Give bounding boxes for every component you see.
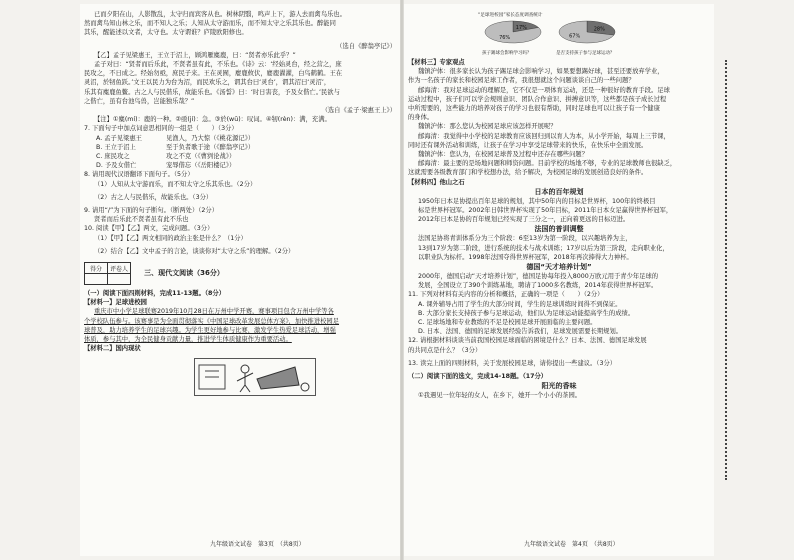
questions-11-13 bbox=[408, 290, 710, 381]
text-line: 孟子对曰：“贤者而后乐此，不贤者虽有此，不乐也。《诗》云：‘经始灵台，经之营之，庶 bbox=[94, 61, 342, 69]
material-line: 魏镇沪体：那么您认为校园足球应该怎样开展呢？ bbox=[418, 123, 557, 131]
france-line: 13到17岁为第二阶段，进行系统的技术与战术训练；17岁以后为第三阶段，走向职业化， bbox=[418, 244, 669, 252]
japan-title: 日本的百年规划 bbox=[534, 187, 584, 196]
question-line: D. 日本、法国、德国的足球发展经验告诉我们，足球发展需要长期规划。 bbox=[418, 328, 623, 336]
germany-title: 德国“天才培养计划” bbox=[526, 263, 592, 272]
text-line: （选自《孟子·梁惠王上》） bbox=[321, 107, 396, 115]
reading-materials bbox=[84, 289, 396, 353]
material-line: 重庆市中小学足球联赛2019年10月28日在万州中学开赛，赛事项目包含万州中学等各 bbox=[94, 308, 334, 316]
germany-line: 2000年，德国启动“天才培养计划”，德国足协每年投入8000万欧元用于青少年足球的 bbox=[418, 273, 659, 281]
option-row bbox=[84, 161, 396, 170]
pie-slice-label: 17% bbox=[515, 24, 527, 31]
france-text bbox=[408, 234, 710, 262]
material-line: 体质，参与其中，为全民健身贡献力量，推进学生体质健康作为重要活动。 bbox=[84, 336, 292, 344]
question-line: 12. 请根据材料谈谈当前我国校园足球面临的困境是什么？日本、法国、德国足球发展 bbox=[408, 337, 647, 345]
question-line: （1）人知从太守游而乐，而不知太守之乐其乐也。（2分） bbox=[94, 180, 257, 188]
text-line: 7. 下面句子中加点词意思相同的一组是（ ）（3分） bbox=[84, 125, 238, 133]
material-line: 【材料四】他山之石 bbox=[408, 178, 465, 186]
page-4 bbox=[404, 4, 714, 556]
france-line: 法国足协将青训体系分为三个阶段：6至13岁为第一阶段，以兴趣培养为主， bbox=[418, 235, 632, 243]
option-row bbox=[84, 143, 396, 152]
option-left: A. 孟子见梁惠王 bbox=[96, 134, 142, 142]
score-head-2: 评卷人 bbox=[108, 263, 131, 274]
section-title: 三、现代文阅读（36分） bbox=[144, 268, 224, 277]
question-7-options bbox=[84, 134, 396, 171]
japan-line: 2012年日本足协的百年规划已经实现了三分之一，正向着更远的目标迈进。 bbox=[418, 216, 630, 224]
option-left: B. 王立于沼上 bbox=[96, 143, 136, 151]
pie-1-svg bbox=[482, 19, 544, 45]
score-cell bbox=[85, 274, 108, 285]
france-line: 以职业队为标杆。1998年法国夺得世界杯冠军，2018年再次捧得大力神杯。 bbox=[418, 253, 633, 261]
question-line: （2）古之人与民偕乐，故能乐也。（3分） bbox=[94, 193, 213, 201]
option-right: 攻之不克（《曹刿论战》） bbox=[166, 153, 236, 161]
pie-chart-2 bbox=[556, 19, 618, 56]
option-right: 见渔人，乃大惊（《桃花源记》） bbox=[166, 134, 255, 142]
material-line: 作为一名孩子的家长和校园足球工作者，我很想就这个问题谈谈自己的一些问题？ bbox=[408, 77, 635, 85]
japan-line: 标是世界杯冠军。2002年日韩世界杯实现了50年目标，2011年日本女足赢得世界杯冠军， bbox=[418, 207, 673, 215]
material-line: 邮海清：我觉得中小学校的足球教育应该回归到以育人为本，从小学开始，每周上三节课， bbox=[418, 132, 670, 140]
material-3-text bbox=[408, 58, 710, 187]
question-line: A. 课外辅导占用了学生的大部分时间，学生的足球训练时间得不到保证。 bbox=[418, 300, 622, 308]
questions-8-10 bbox=[84, 170, 396, 256]
question-line: （二）阅读下面的选文，完成14-18题。（17分） bbox=[408, 373, 548, 381]
pie-slice-label: 76% bbox=[499, 35, 511, 42]
classical-text bbox=[84, 10, 396, 134]
material-line: 同时还有课外活动和训练，让孩子在学习中享受足球带来的快乐，在快乐中全面发展。 bbox=[408, 141, 648, 149]
japan-text bbox=[408, 197, 710, 225]
binding-line bbox=[725, 60, 727, 480]
question-line: 10. 阅读【甲】【乙】两文，完成问题。（3分） bbox=[84, 225, 214, 233]
material-line: 魏镇沪体：您认为，在校园足球普及过程中还存在哪些问题？ bbox=[418, 151, 589, 159]
question-line: C. 足球场地和专业教练的不足是校园足球开展面临的主要问题。 bbox=[418, 319, 597, 327]
text-line: 然而禽鸟知山林之乐，而不知人之乐；人知从太守游而乐，而不知太守之乐其乐也。醉能同 bbox=[84, 20, 336, 28]
chart-caption: “足球进校园”家长态度调查统计 bbox=[478, 13, 543, 18]
score-head-1: 得分 bbox=[85, 263, 108, 274]
pie-2-caption: 是否支持孩子参与足球运动？ bbox=[556, 51, 615, 56]
material-line: 这就需要各级教育部门和学校想办法，给予解决，为校园足球的发展创造良好的条件。 bbox=[408, 169, 648, 177]
question-line: 11. 下列对材料有关内容的分析和概括，正确的一项是（ ）（2分） bbox=[408, 291, 604, 299]
material-line: 的身体。 bbox=[408, 114, 434, 122]
material-line: 魏镇沪体：很多家长认为孩子踢足球会影响学习，如果要想踢好球，甚至还要放弃学业， bbox=[418, 68, 664, 76]
material-line: 中所需要的，这些能力的培养对孩子的学习也很有帮助，同时足球也可以让孩子有一个健康 bbox=[408, 105, 660, 113]
option-right: 宠辱偕忘（《岳阳楼记》） bbox=[166, 162, 236, 170]
question-line: （2）结合【乙】文中孟子的言论，谈谈你对“太守之乐”的理解。（2分） bbox=[94, 247, 295, 255]
material-line: 运动过程中，孩子们可以学会规则意识、团队合作意识、拼搏意识等，这些都是孩子成长过程 bbox=[408, 95, 667, 103]
option-right: 至于负者歌于途（《醉翁亭记》） bbox=[166, 143, 255, 151]
question-line: 8. 请用现代汉语翻译下面句子。（5分） bbox=[84, 171, 194, 179]
material-line: （一）阅读下面四则材料，完成11-13题。（8分） bbox=[84, 290, 226, 298]
material-line: 个学校队伍参与。该赛事是为全面贯彻落实《中国足球改革发展总体方案》，加快推进校园足 bbox=[84, 317, 340, 325]
text-line: 民攻之，不日成之。经始勿亟，庶民子来。王在灵囿，麀鹿攸伏，麀鹿濯濯，白鸟鹤鹤。王在 bbox=[84, 70, 343, 78]
question-line: （1）【甲】【乙】两文相同的政治主张是什么？（1分） bbox=[94, 234, 247, 242]
page-3-footer: 九年级语文试卷 第3页 （共8页） bbox=[210, 541, 305, 548]
option-left: C. 庶民攻之 bbox=[96, 153, 130, 161]
grader-cell bbox=[108, 274, 131, 285]
question-line: 的共同点是什么？（3分） bbox=[408, 346, 482, 354]
question-line: B. 大部分家长支持孩子参与足球运动，他们认为足球运动能提高学生的成绩。 bbox=[418, 309, 635, 317]
germany-line: 发展，全国设立了390个训练基地，聘请了1000多名教练，2014年获得世界杯冠军。 bbox=[418, 282, 658, 290]
material-line: 邮海清：最主要的是场地问题和师资问题。目前学校的场地不够，专业的足球教师也很缺乏， bbox=[418, 160, 677, 168]
material-line: 【材料三】专家观点 bbox=[408, 59, 465, 66]
option-row bbox=[84, 134, 396, 143]
score-table bbox=[84, 262, 131, 285]
question-line: 贤者而后乐此不贤者虽有此不乐也 bbox=[94, 216, 189, 224]
text-line: （选自《醉翁亭记》） bbox=[336, 42, 396, 50]
option-left: D. 予及女偕亡 bbox=[96, 162, 137, 170]
cartoon-illustration bbox=[194, 358, 316, 396]
material-line: 邮海清：我对足球运动的理解是，它不仅是一项体育运动，还是一种很好的教育手段。足球 bbox=[418, 86, 670, 94]
question-line: 9. 请用“/”为下面的句子断句。（断两处）（2分） bbox=[84, 207, 219, 215]
option-row bbox=[84, 152, 396, 161]
pie-charts bbox=[482, 19, 710, 56]
story-first-line: ①我遇见一位年轻的女人，在乡下，她开一个小小的茶园。 bbox=[418, 392, 582, 400]
text-line: 之偕亡，虽有台池鸟兽，岂能独乐哉？” bbox=[84, 97, 195, 105]
pie-1-caption: 孩子踢球会影响学习吗？ bbox=[482, 51, 532, 56]
text-line: 【注】①麋(mí)：鹿的一种。②亟(jí)：急。③於(wū)：叹词。④牣(rèn)：满，充满。 bbox=[94, 116, 331, 124]
page-4-footer: 九年级语文试卷 第4页 （共8页） bbox=[524, 541, 619, 548]
pie-chart-1 bbox=[482, 19, 544, 56]
story-title: 阳光的香味 bbox=[541, 382, 577, 391]
material-line: 【材料一】足球进校园 bbox=[84, 299, 147, 307]
question-line: 13. 读完上面的四则材料，关于发展校园足球，请你提出一些建议。（3分） bbox=[408, 359, 617, 367]
pie-2-svg bbox=[556, 19, 618, 45]
text-line: 【乙】孟子见梁惠王，王立于沼上，顾鸿雁麋鹿，曰：“贤者亦乐此乎？” bbox=[94, 51, 296, 59]
pie-slice-label: 67% bbox=[569, 33, 581, 40]
text-line: 其乐，醒能述以文者，太守也。太守谓谁？庐陵欧阳修也。 bbox=[84, 29, 248, 37]
material-line: 球普及，助力培养学生的足球兴趣。为学生更好地参与比赛，激发学生热爱足球活动，增强 bbox=[84, 326, 336, 334]
material-line: 【材料二】国内现状 bbox=[84, 345, 141, 353]
cartoon-drawing bbox=[195, 359, 315, 395]
pie-slice-label: 28% bbox=[593, 26, 605, 33]
france-title: 法国的普训调整 bbox=[534, 225, 584, 234]
score-box-row bbox=[84, 256, 396, 289]
text-line: 已而夕阳在山，人影散乱，太守归而宾客从也。树林阴翳，鸣声上下，游人去而禽鸟乐也。 bbox=[94, 11, 346, 18]
page-3 bbox=[80, 4, 400, 556]
text-line: 灵沼，於牣鱼跃。’文王以民力为台为沼，而民欢乐之，谓其台曰‘灵台’，谓其沼曰‘灵沼’， bbox=[84, 79, 331, 87]
germany-text bbox=[408, 272, 710, 290]
japan-line: 1950年日本足协提出百年足球的规划，其中50年内的目标是世界杯，100年的终极目 bbox=[418, 197, 656, 205]
text-line: 乐其有麋鹿鱼鳖。古之人与民偕乐，故能乐也。《汤誓》曰：‘时日害丧，予及女偕亡。’民欲与 bbox=[84, 88, 340, 96]
